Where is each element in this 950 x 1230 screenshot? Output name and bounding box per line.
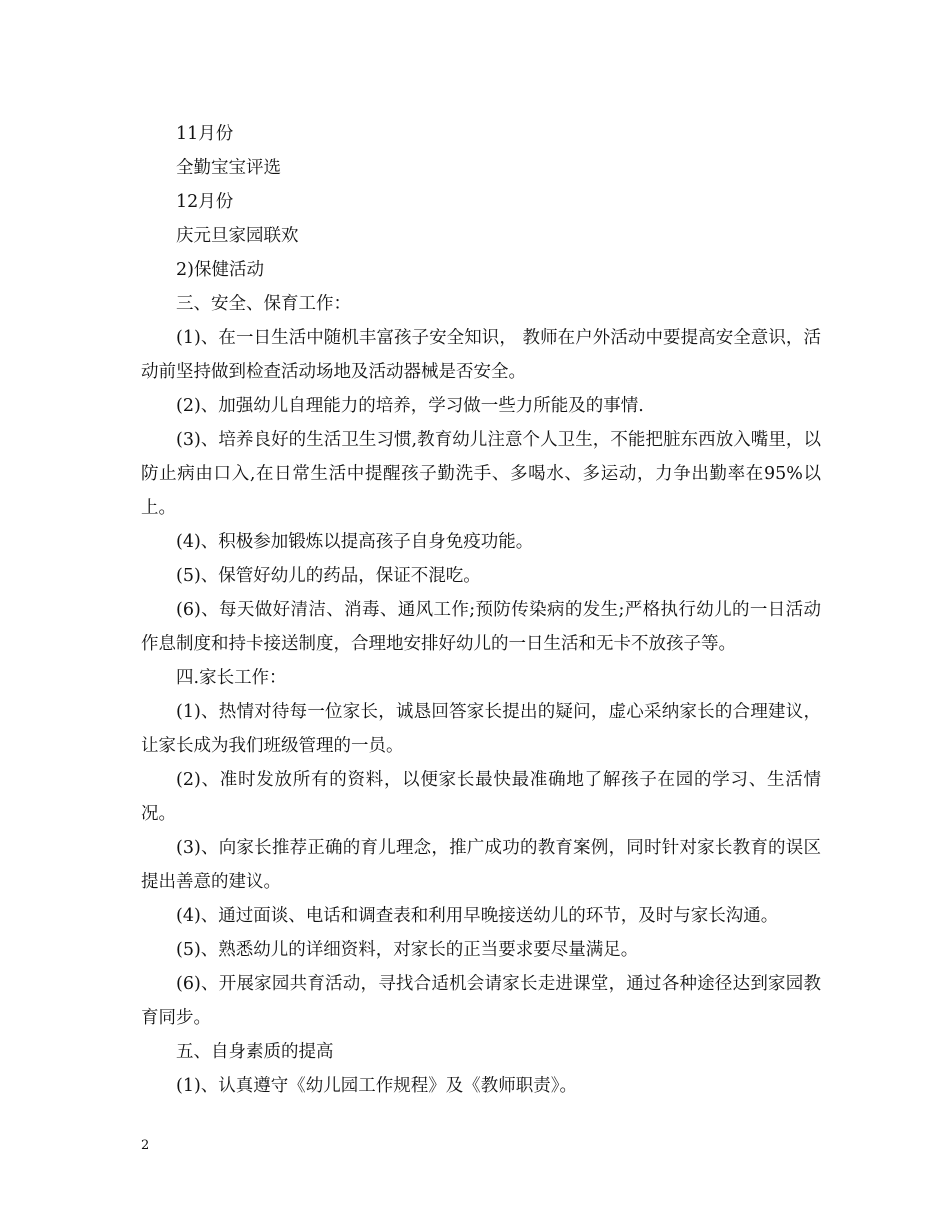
parents-item-4: (4)、通过面谈、电话和调查表和利用早晚接送幼儿的环节，及时与家长沟通。	[176, 906, 779, 926]
safety-item-1: (1)、在一日生活中随机丰富孩子安全知识， 教师在户外活动中要提高安全意识，活动前坚持做到检查活动场地及活动器械是否安全。	[141, 328, 821, 382]
document-body	[141, 117, 821, 1103]
paragraph-health-activities: 2)保健活动	[176, 260, 264, 280]
safety-item-2: (2)、加强幼儿自理能力的培养，学习做一些力所能及的事情.	[176, 396, 644, 416]
paragraph-month-dec: 12月份	[176, 192, 234, 212]
self-improvement-item-1: (1)、认真遵守《幼儿园工作规程》及《教师职责》。	[176, 1076, 578, 1096]
parents-item-2: (2)、准时发放所有的资料，以便家长最快最准确地了解孩子在园的学习、生活情况。	[141, 770, 821, 824]
parents-item-3: (3)、向家长推荐正确的育儿理念，推广成功的教育案例，同时针对家长教育的误区提出善意的建议。	[141, 838, 821, 892]
safety-item-3: (3)、培养良好的生活卫生习惯,教育幼儿注意个人卫生，不能把脏东西放入嘴里，以防止病由口入,在日常生活中提醒孩子勤洗手、多喝水、多运动，力争出勤率在95%以上。	[141, 430, 821, 518]
parents-item-1: (1)、热情对待每一位家长，诚恳回答家长提出的疑问，虚心采纳家长的合理建议，让家长成为我们班级管理的一员。	[141, 702, 821, 756]
paragraph-new-year-party: 庆元旦家园联欢	[176, 226, 299, 246]
section-heading-parents: 四.家长工作：	[176, 668, 287, 688]
paragraph-attendance-award: 全勤宝宝评选	[176, 158, 281, 178]
safety-item-5: (5)、保管好幼儿的药品，保证不混吃。	[176, 566, 481, 586]
parents-item-5: (5)、熟悉幼儿的详细资料，对家长的正当要求要尽量满足。	[176, 940, 639, 960]
paragraph-month-nov: 11月份	[176, 124, 234, 144]
page-number: 2	[141, 1138, 150, 1153]
safety-item-4: (4)、积极参加锻炼以提高孩子自身免疫功能。	[176, 532, 534, 552]
parents-item-6: (6)、开展家园共育活动，寻找合适机会请家长走进课堂，通过各种途径达到家园教育同步。	[141, 974, 821, 1028]
section-heading-self-improvement: 五、自身素质的提高	[176, 1042, 334, 1062]
section-heading-safety: 三、安全、保育工作：	[176, 294, 351, 314]
safety-item-6: (6)、每天做好清洁、消毒、通风工作;预防传染病的发生;严格执行幼儿的一日活动作息制度和持卡接送制度，合理地安排好幼儿的一日生活和无卡不放孩子等。	[141, 600, 821, 654]
